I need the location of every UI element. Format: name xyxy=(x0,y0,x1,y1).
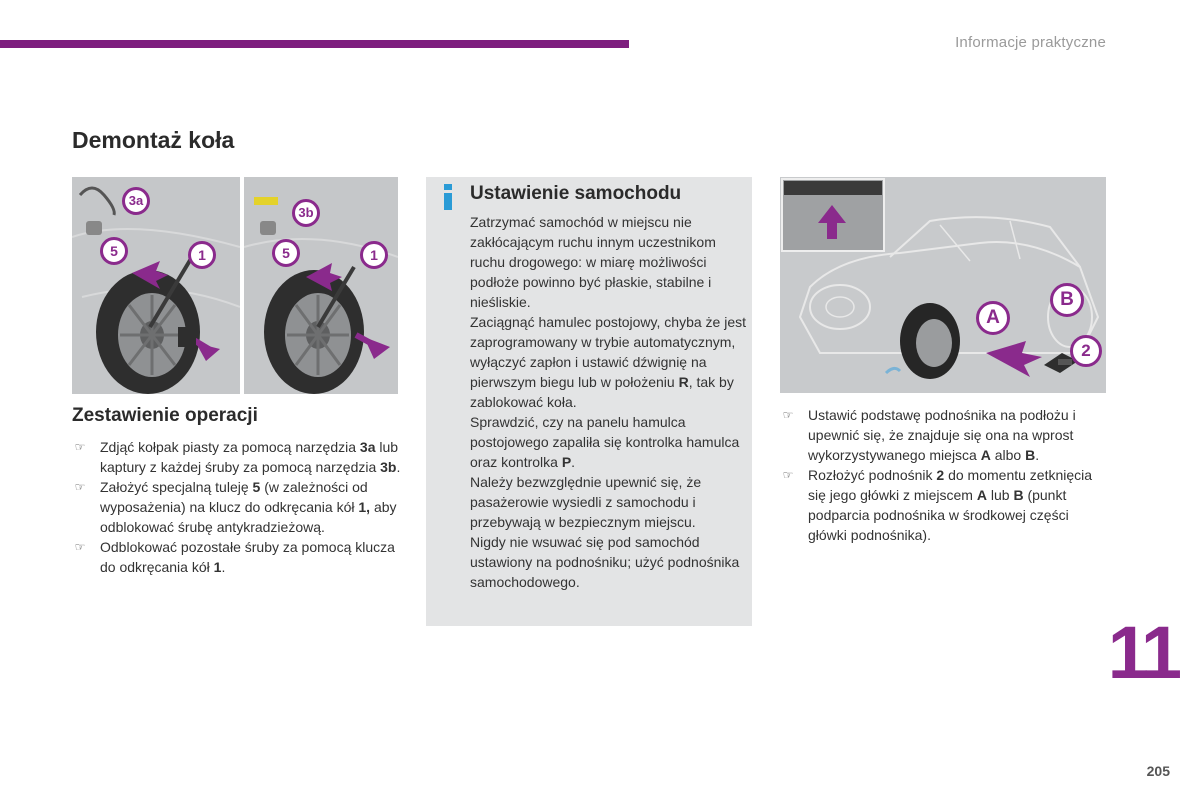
info-paragraph xyxy=(470,312,750,412)
badge-3a: 3a xyxy=(122,187,150,215)
bold-reference: A xyxy=(976,487,987,503)
text-run: (w zależności od wyposażenia) na klucz do odkręcania kół xyxy=(100,479,368,515)
list-item xyxy=(780,405,1110,465)
bold-reference: B xyxy=(1013,487,1024,503)
list-item xyxy=(72,477,402,537)
pointing-hand-icon: ☞ xyxy=(74,540,86,554)
info-paragraph xyxy=(470,472,750,532)
bold-reference: B xyxy=(1025,447,1036,463)
text-run: lub xyxy=(986,487,1014,503)
badge-a: A xyxy=(976,301,1010,335)
bold-reference: A xyxy=(980,447,991,463)
text-run: Zaciągnąć hamulec postojowy, chyba że jest zaprogramowany w trybie automatycznym, wyłączyć zapłon i ustawić dźwignię na pierwszym biegu lub w położeniu xyxy=(470,314,746,390)
info-box xyxy=(426,177,752,626)
info-body xyxy=(470,212,750,592)
bold-reference: R xyxy=(678,374,689,390)
text-run: Zdjąć kołpak piasty za pomocą narzędzia xyxy=(100,439,360,455)
top-accent-bar xyxy=(0,40,629,48)
badge-1: 1 xyxy=(188,241,216,269)
bold-reference: 1, xyxy=(358,499,371,515)
text-run: , tak by zablokować koła. xyxy=(470,374,734,410)
text-run: aby odblokować śrubę antykradzieżową. xyxy=(100,499,397,535)
list-item xyxy=(72,537,402,577)
bold-reference: 3a xyxy=(359,439,376,455)
badge-2: 2 xyxy=(1070,335,1102,367)
badge-1: 1 xyxy=(360,241,388,269)
info-icon xyxy=(442,184,454,210)
text-run: Nigdy nie wsuwać się pod samochód ustawiony na podnośniku; użyć podnośnika samochodowego. xyxy=(470,534,740,590)
section-header: Informacje praktyczne xyxy=(955,34,1106,51)
text-run: . xyxy=(396,459,401,475)
info-paragraph xyxy=(470,412,750,472)
operations-list xyxy=(72,437,402,577)
wheel-illustration-middle xyxy=(244,177,398,394)
pointing-hand-icon: ☞ xyxy=(782,468,794,482)
text-run: Założyć specjalną tuleję xyxy=(100,479,253,495)
text-run: (punkt podparcia podnośnika w środkowej części główki podnośnika). xyxy=(808,487,1069,543)
list-item xyxy=(780,465,1110,545)
badge-5: 5 xyxy=(272,239,300,267)
text-run: Sprawdzić, czy na panelu hamulca postojowego zapaliła się kontrolka hamulca oraz kontrolka xyxy=(470,414,740,470)
chapter-number: 11 xyxy=(1107,611,1178,694)
badge-b: B xyxy=(1050,283,1084,317)
jack-steps-list xyxy=(780,405,1110,545)
operations-heading: Zestawienie operacji xyxy=(72,405,258,426)
text-run: do momentu zetknięcia się jego główki z miejscem xyxy=(808,467,1093,503)
pointing-hand-icon: ☞ xyxy=(74,480,86,494)
list-item xyxy=(72,437,402,477)
text-run: Odblokować pozostałe śruby za pomocą klucza do odkręcania kół xyxy=(100,539,395,575)
car-jack-illustration xyxy=(780,177,1106,393)
text-run: . xyxy=(571,454,576,470)
badge-5: 5 xyxy=(100,237,128,265)
bold-reference: 5 xyxy=(252,479,261,495)
bold-reference: P xyxy=(561,454,572,470)
pointing-hand-icon: ☞ xyxy=(74,440,86,454)
info-paragraph xyxy=(470,532,750,592)
pointing-hand-icon: ☞ xyxy=(782,408,794,422)
text-run: . xyxy=(1035,447,1040,463)
text-run: Należy bezwzględnie upewnić się, że pasażerowie wysiedli z samochodu i przebywają w bezpiecznym miejscu. xyxy=(470,474,702,530)
text-run: Ustawić podstawę podnośnika na podłożu i upewnić się, że znajduje się ona na wprost wykorzystywanego miejsca xyxy=(808,407,1076,463)
page-title: Demontaż koła xyxy=(72,127,235,153)
bold-reference: 2 xyxy=(936,467,945,483)
badge-3b: 3b xyxy=(292,199,320,227)
text-run: Rozłożyć podnośnik xyxy=(808,467,937,483)
info-title: Ustawienie samochodu xyxy=(470,183,682,204)
text-run: . xyxy=(221,559,226,575)
text-run: albo xyxy=(990,447,1026,463)
bold-reference: 3b xyxy=(380,459,397,475)
text-run: Zatrzymać samochód w miejscu nie zakłócającym ruchu innym uczestnikom ruchu drogowego: w miarę możliwości podłoże powinno być płaskie, stabilne i nieśliskie. xyxy=(470,214,716,310)
bold-reference: 1 xyxy=(213,559,222,575)
info-paragraph xyxy=(470,212,750,312)
text-run: lub kaptury z każdej śruby za pomocą narzędzia xyxy=(100,439,399,475)
wheel-illustration-left xyxy=(72,177,240,394)
page-number: 205 xyxy=(1146,763,1170,779)
